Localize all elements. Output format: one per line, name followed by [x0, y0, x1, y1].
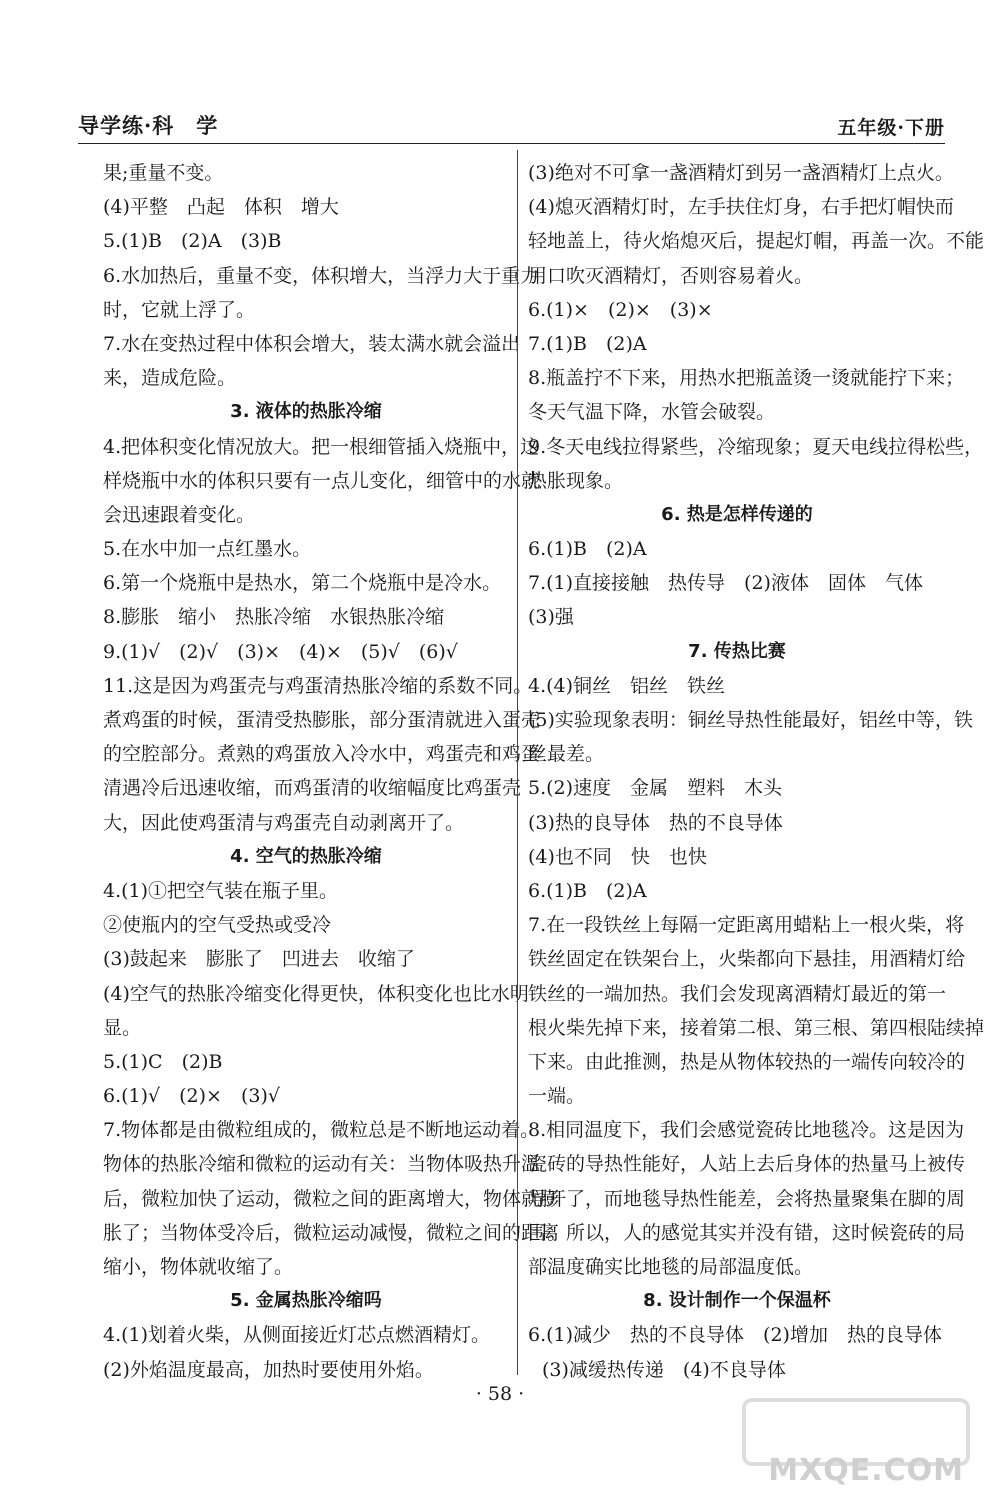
- answer-line: 物体的热胀冷缩和微粒的运动有关：当物体吸热升温: [103, 1153, 541, 1176]
- answer-line: (3)强: [528, 606, 574, 629]
- answer-line: 缩小，物体就收缩了。: [103, 1256, 294, 1278]
- column-divider: [517, 150, 518, 1375]
- answer-line: 6.(1)B (2)A: [528, 879, 647, 902]
- answer-line: 5.(1)B (2)A (3)B: [103, 230, 282, 253]
- answer-line: 会迅速跟着变化。: [103, 503, 256, 526]
- answer-line: 后，微粒加快了运动，微粒之间的距离增大，物体就膨: [103, 1187, 560, 1210]
- answer-line: 围。所以，人的感觉其实并没有错，这时候瓷砖的局: [528, 1221, 966, 1244]
- answer-line: 6.水加热后，重量不变，体积增大，当浮力大于重力: [103, 264, 540, 287]
- answer-line: 7.(1)B (2)A: [528, 332, 647, 355]
- answer-line: 煮鸡蛋的时候，蛋清受热膨胀，部分蛋清就进入蛋壳: [103, 709, 541, 731]
- answer-line: 部温度确实比地毯的局部温度低。: [528, 1256, 814, 1278]
- section-heading: 6. 热是怎样传递的: [661, 503, 813, 525]
- answer-line: 6.(1)× (2)× (3)×: [528, 298, 713, 321]
- section-heading: 8. 设计制作一个保温杯: [643, 1290, 831, 1312]
- answer-line: 胀了；当物体受冷后，微粒运动减慢，微粒之间的距离: [103, 1221, 560, 1244]
- answer-line: (4)空气的热胀冷缩变化得更快，体积变化也比水明: [103, 982, 529, 1005]
- section-heading: 7. 传热比赛: [688, 640, 786, 662]
- answer-line: 下来。由此推测，热是从物体较热的一端传向较冷的: [528, 1050, 966, 1073]
- answer-line: (3)绝对不可拿一盏酒精灯到另一盏酒精灯上点火。: [528, 162, 954, 184]
- answer-line: 4.(4)铜丝 铝丝 铁丝: [528, 674, 726, 697]
- answer-line: 8.膨胀 缩小 热胀冷缩 水银热胀冷缩: [103, 606, 445, 629]
- answer-line: (4)也不同 快 也快: [528, 845, 707, 868]
- answer-line: 6.(1)B (2)A: [528, 538, 647, 561]
- answer-line: ②使瓶内的空气受热或受冷: [103, 914, 332, 937]
- section-heading: 4. 空气的热胀冷缩: [230, 845, 382, 867]
- answer-line: 9.冬天电线拉得紧些，冷缩现象；夏天电线拉得松些，: [528, 435, 984, 458]
- answer-line: 4.(1)划着火柴，从侧面接近灯芯点燃酒精灯。: [103, 1324, 491, 1347]
- answer-line: (4)熄灭酒精灯时，左手扶住灯身，右手把灯帽快而: [528, 196, 954, 219]
- answer-line: 轻地盖上，待火焰熄灭后，提起灯帽，再盖一次。不能: [528, 230, 985, 253]
- page-header: [78, 108, 945, 144]
- answer-line: 样烧瓶中水的体积只要有一点儿变化，细管中的水就: [103, 469, 541, 492]
- answer-line: 冬天气温下降，水管会破裂。: [528, 401, 776, 424]
- section-heading: 3. 液体的热胀冷缩: [230, 401, 382, 423]
- watermark-logo: [740, 1398, 970, 1488]
- answer-line: 5.(1)C (2)B: [103, 1050, 223, 1073]
- page-number: · 58 ·: [475, 1383, 525, 1405]
- answer-line: 用口吹灭酒精灯，否则容易着火。: [528, 264, 814, 287]
- answer-line: 热胀现象。: [528, 469, 624, 492]
- answer-line: 11.这是因为鸡蛋壳与鸡蛋清热胀冷缩的系数不同。: [103, 674, 533, 697]
- header-rule: [78, 143, 945, 144]
- answer-line: 显。: [103, 1016, 142, 1039]
- answer-line: (3)鼓起来 膨胀了 凹进去 收缩了: [103, 948, 415, 971]
- section-heading: 5. 金属热胀冷缩吗: [230, 1290, 382, 1312]
- answer-line: 来，造成危险。: [103, 367, 237, 390]
- answer-line: 导开了，而地毯导热性能差，会将热量聚集在脚的周: [528, 1187, 966, 1210]
- answer-line: 一端。: [528, 1085, 586, 1108]
- answer-line: 根火柴先掉下来，接着第二根、第三根、第四根陆续掉: [528, 1016, 985, 1039]
- answer-line: 6.(1)减少 热的不良导体 (2)增加 热的良导体: [528, 1324, 942, 1347]
- answer-line: 7.水在变热过程中体积会增大，装太满水就会溢出: [103, 332, 521, 355]
- answer-line: 6.第一个烧瓶中是热水，第二个烧瓶中是冷水。: [103, 572, 502, 595]
- answer-line: 时，它就上浮了。: [103, 298, 256, 321]
- answer-line: 4.(1)①把空气装在瓶子里。: [103, 879, 339, 902]
- answer-line: 大，因此使鸡蛋清与鸡蛋壳自动剥离开了。: [103, 811, 465, 834]
- answer-line: 8.相同温度下，我们会感觉瓷砖比地毯冷。这是因为: [528, 1119, 965, 1142]
- book-title: 导学练·科 学: [78, 113, 219, 138]
- answer-line: (3)热的良导体 热的不良导体: [528, 811, 783, 834]
- answer-line: (5)实验现象表明：铜丝导热性能最好，铝丝中等，铁: [528, 709, 973, 731]
- answer-line: 铁丝固定在铁架台上，火柴都向下悬挂，用酒精灯给: [528, 948, 966, 971]
- answer-line: 7.在一段铁丝上每隔一定距离用蜡粘上一根火柴，将: [528, 914, 965, 937]
- answer-line: (3)减缓热传递 (4)不良导体: [542, 1358, 786, 1381]
- grade-label: 五年级·下册: [837, 117, 945, 139]
- answer-line: 7.(1)直接接触 热传导 (2)液体 固体 气体: [528, 572, 923, 595]
- answer-line: 5.(2)速度 金属 塑料 木头: [528, 777, 783, 800]
- answer-line: 4.把体积变化情况放大。把一根细管插入烧瓶中，这: [103, 435, 540, 458]
- right-column: [528, 156, 985, 1387]
- answer-line: 铁丝的一端加热。我们会发现离酒精灯最近的第一: [528, 982, 947, 1005]
- answer-line: 的空腔部分。煮熟的鸡蛋放入冷水中，鸡蛋壳和鸡蛋: [103, 743, 541, 766]
- answer-line: 7.物体都是由微粒组成的，微粒总是不断地运动着。: [103, 1119, 540, 1142]
- answer-line: 5.在水中加一点红墨水。: [103, 538, 312, 561]
- watermark-text: MXQE.COM: [768, 1453, 964, 1488]
- answer-line: 清遇冷后迅速收缩，而鸡蛋清的收缩幅度比鸡蛋壳: [103, 777, 522, 800]
- answer-line: 6.(1)√ (2)× (3)√: [103, 1085, 281, 1108]
- answer-line: 9.(1)√ (2)√ (3)× (4)× (5)√ (6)√: [103, 640, 458, 663]
- answer-line: (2)外焰温度最高，加热时要使用外焰。: [103, 1358, 434, 1381]
- answer-line: 8.瓶盖拧不下来，用热水把瓶盖烫一烫就能拧下来；: [528, 367, 965, 390]
- answer-line: 果;重量不变。: [103, 162, 224, 184]
- answer-line: 瓷砖的导热性能好，人站上去后身体的热量马上被传: [528, 1153, 966, 1176]
- answer-line: (4)平整 凸起 体积 增大: [103, 196, 339, 219]
- answer-line: 丝最差。: [528, 743, 605, 766]
